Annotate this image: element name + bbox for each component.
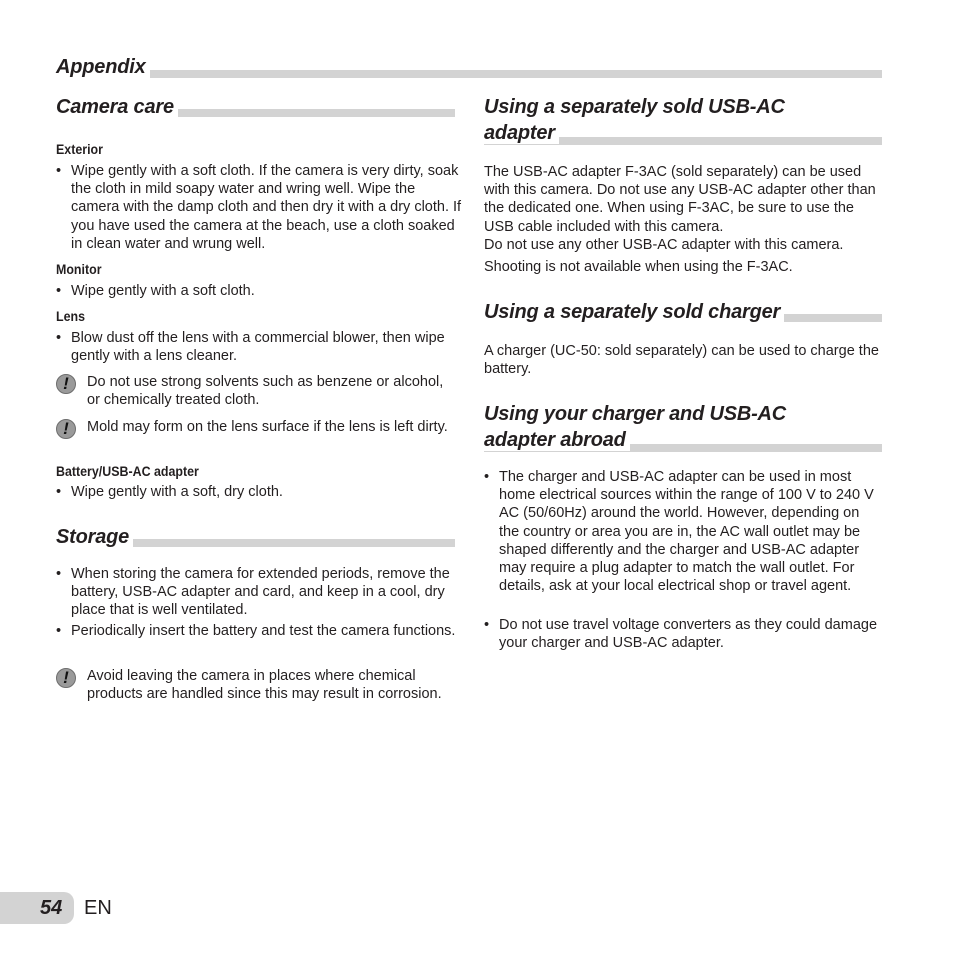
lens-note-2	[56, 418, 455, 436]
abroad-bullet-1: • The charger and USB-AC adapter can be used in most home electrical sources within the range of 100 V to 240 V AC (50/60Hz) around the world. However, depending on the country or area you are in, the AC wall outlet may be shaped differently and the charger and USB-AC adapter may require a plug adapter to match the wall outlet. For details, ask at your local electrical shop or travel agent.	[484, 468, 882, 595]
appendix-rule	[56, 70, 882, 78]
monitor-text: • Wipe gently with a soft cloth.	[56, 282, 463, 300]
camera-care-title: Camera care	[56, 94, 178, 120]
abroad-bullet-2: • Do not use travel voltage converters as they could damage your charger and USB-AC adapter.	[484, 616, 882, 652]
lens-label: Lens	[56, 309, 85, 324]
page-language: EN	[84, 897, 112, 919]
charger-header	[484, 299, 882, 325]
storage-bullet-2: • Periodically insert the battery and test the camera functions.	[56, 622, 463, 640]
page-number: 54	[40, 897, 63, 919]
storage-title: Storage	[56, 524, 133, 550]
charger-para: A charger (UC-50: sold separately) can be used to charge the battery.	[484, 343, 879, 378]
usb-ac-title-line-2: adapter	[484, 122, 559, 144]
appendix-header	[56, 54, 882, 80]
lens-text: • Blow dust off the lens with a commercial blower, then wipe gently with a lens cleaner.	[56, 329, 463, 365]
abroad-title	[484, 401, 794, 453]
storage-bullet-1: • When storing the camera for extended periods, remove the battery, USB-AC adapter and card, and keep in a cool, dry place that is well ventilated.	[56, 565, 463, 620]
storage-note-text: Avoid leaving the camera in places where chemical products are handled since this may result in corrosion.	[87, 668, 442, 703]
lens-note-2-text: Mold may form on the lens surface if the lens is left dirty.	[87, 419, 448, 435]
usb-ac-para-3: Shooting is not available when using the F-3AC.	[484, 259, 793, 275]
monitor-label: Monitor	[56, 262, 102, 277]
caution-icon: !	[56, 668, 76, 688]
caution-icon: !	[56, 374, 76, 394]
lens-note-1-text: Do not use strong solvents such as benzene or alcohol, or chemically treated cloth.	[87, 374, 444, 409]
abroad-header	[484, 401, 882, 453]
usb-ac-para-1: The USB-AC adapter F-3AC (sold separately) can be used with this camera. Do not use any USB-AC adapter other than the dedicated one. When using F-3AC, be sure to use the USB cable included with this camera.	[484, 164, 876, 235]
battery-text: • Wipe gently with a soft, dry cloth.	[56, 483, 463, 501]
abroad-title-line-1: Using your charger and USB-AC	[484, 403, 790, 425]
camera-care-header	[56, 94, 455, 120]
page-number-tab	[0, 892, 74, 924]
storage-header	[56, 524, 455, 550]
usb-ac-para-2: Do not use any other USB-AC adapter with this camera.	[484, 237, 844, 253]
usb-ac-header	[484, 94, 882, 146]
exterior-label: Exterior	[56, 142, 103, 157]
battery-label: Battery/USB-AC adapter	[56, 464, 199, 479]
exterior-text: • Wipe gently with a soft cloth. If the camera is very dirty, soak the cloth in mild soapy water and wring well. Wipe the camera with the damp cloth and then dry it with a dry cloth. If you have used the camera at the beach, use a cloth soaked in clean water and wrung well.	[56, 162, 463, 253]
charger-title: Using a separately sold charger	[484, 299, 784, 325]
caution-icon: !	[56, 419, 76, 439]
appendix-title: Appendix	[56, 54, 150, 80]
abroad-title-line-2: adapter abroad	[484, 429, 630, 451]
usb-ac-title	[484, 94, 793, 146]
usb-ac-title-line-1: Using a separately sold USB-AC	[484, 96, 789, 118]
lens-note-1	[56, 373, 455, 409]
storage-note	[56, 667, 455, 703]
